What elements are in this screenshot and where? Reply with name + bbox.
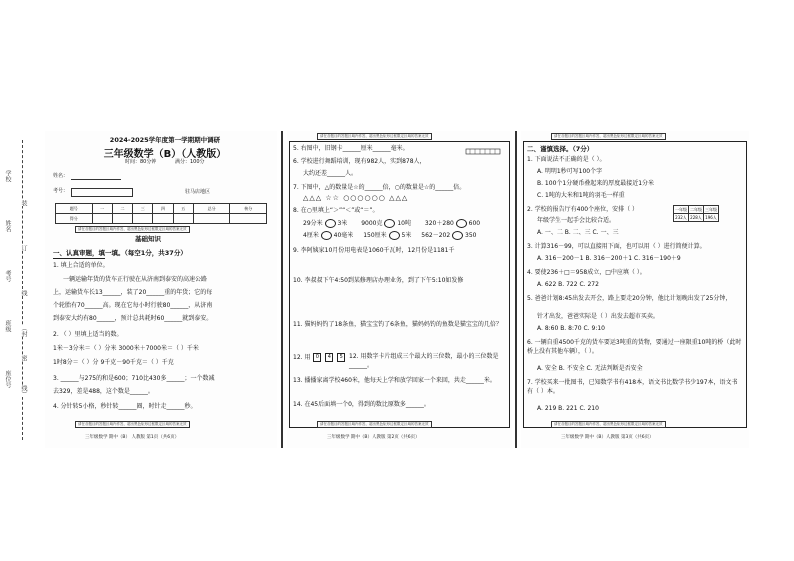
question-4: 4. 分针转5小格，秒针转______圈，时针走______秒。 (53, 403, 197, 410)
compare-right: 350 (465, 232, 477, 239)
margin-label-class: 班级 (4, 320, 11, 332)
score-header-cell: 二 (112, 204, 132, 214)
options-row[interactable]: A. 一、二 B. 二、三 C. 一、三 (537, 229, 619, 236)
question-11: 11. 猫妈妈钓了18条鱼，猫宝宝钓了6条鱼，猫妈妈钓的鱼数是猫宝宝的几倍？ (293, 321, 502, 328)
question-2-line: 1米－3分米＝（ ）分米 3000米＋7000米＝（ ）千米 (53, 345, 199, 352)
star-icon: ☆☆ (325, 194, 340, 202)
question-1-text: 到泰安大约有80______，预计总共耗时60______就到泰安。 (53, 315, 213, 322)
question-9: 9. 李阿姨家10月份用电表是1060千瓦时，12月份是1181千 (293, 247, 455, 254)
score-header-cell: 总分 (193, 204, 230, 214)
answer-area-notice: 请在各题目的答题区域内作答，超出黑色矩形边框限定区域的答案无效 (551, 421, 666, 428)
triangle-icon: △△△ (303, 194, 323, 202)
score-table (55, 203, 267, 224)
digit-card: 0 (313, 353, 321, 362)
grade-header: 二年级 (690, 206, 702, 212)
score-header-cell: 五 (173, 204, 193, 214)
answer-area-notice: 请在各题目的答题区域内作答，超出黑色矩形边框限定区域的答案无效 (75, 421, 190, 428)
question-8: 8. 在○里填上“＞”“＜”或“＝”。 (293, 207, 379, 214)
question-12: 12. 用数字卡片组成三个最大的三位数，最小的三位数是______。 (349, 353, 499, 369)
score-cell[interactable] (230, 214, 267, 224)
name-field[interactable] (71, 179, 121, 180)
exam-no-label: 考号： (53, 188, 69, 194)
score-cell[interactable] (193, 214, 230, 224)
margin-label-name: 姓名 (4, 220, 11, 232)
question-6: 6. 学校进行舞蹈培训，现有982人，实到878人， (293, 158, 426, 165)
compare-blank[interactable] (456, 219, 467, 228)
option[interactable]: B. 100个1分硬币叠起来的厚度最接近1分米 (537, 180, 655, 187)
answer-area-notice: 请在各题目的答题区域内作答，超出黑色矩形边框限定区域的答案无效 (317, 421, 432, 428)
option[interactable]: C. 1吨的大米和1吨的羽毛一样重 (537, 192, 625, 199)
question-14: 14. 在45后面填一个0，得到的数比原数多______。 (293, 401, 430, 408)
compare-left: 562－202 (421, 232, 451, 239)
score-header-cell: 题号 (56, 204, 93, 214)
question-2: 2. （ ）里填上适当的数。 (53, 331, 123, 338)
options-row[interactable]: A. 安全 B. 不安全 C. 无法判断是否安全 (537, 365, 643, 372)
compare-row (303, 219, 480, 228)
score-cell[interactable] (173, 214, 193, 224)
page-footer: 三年级数学 期中（B） 人教版 第1页（共6页） (85, 435, 180, 440)
exam-title: 三年级数学（B）（人教版） (103, 149, 227, 160)
score-row-label: 得分 (56, 214, 93, 224)
section-1-rule (53, 258, 105, 259)
page-3 (521, 131, 749, 448)
score-cell[interactable] (112, 214, 132, 224)
compare-left: 320＋280 (424, 220, 454, 227)
compare-right: 5米 (401, 232, 412, 239)
answer-area-notice: 请在各题目的答题区域内作答，超出黑色矩形边框限定区域的答案无效 (551, 133, 666, 140)
score-cell[interactable] (133, 214, 153, 224)
triangle-icon: △△△ (389, 194, 409, 202)
binding-char-6: 线） (20, 385, 27, 397)
options-row[interactable]: A. 316－200－1 B. 316－200＋1 C. 316－190＋9 (537, 255, 681, 262)
compare-right: 600 (468, 220, 481, 227)
circle-icon: ○○○○○○ (343, 194, 386, 202)
grade-count: 196人 (705, 214, 717, 220)
question-3-line: 去329，差是488，这个数是______。 (53, 388, 154, 395)
score-cell[interactable] (92, 214, 112, 224)
grade-table (673, 205, 719, 222)
compare-left: 9000克 (361, 220, 383, 227)
compare-blank[interactable] (384, 219, 395, 228)
page-2 (287, 131, 512, 448)
score-header-cell: 核分 (230, 204, 267, 214)
question-6: 6. 一辆自重4500千克的货车要运3吨重的货物，要通过一座限重10吨的桥（此时桥上没有其他车辆），（ ）。 (527, 339, 742, 355)
shape-row (303, 194, 408, 202)
grade-header: 一年级 (675, 206, 687, 212)
question-6-line: 大约还差______人。 (303, 170, 358, 177)
compare-left: 29分米 (303, 220, 323, 227)
grade-count: 228人 (690, 214, 702, 220)
question-5: 5. 爸爸计划8:45出发去开会，路上要走20分钟，他比计划晚出发了25分钟， (527, 295, 732, 302)
exam-header: 2024-2025学年度第一学期期中调研 (109, 136, 221, 144)
name-label: 姓名： (53, 173, 69, 179)
compare-left: 150厘米 (363, 232, 387, 239)
grade-count: 232人 (675, 214, 687, 220)
question-13: 13. 播播家离学校460米，他每天上学和放学回家一个来回，共走______米。 (293, 377, 496, 384)
answer-area-notice: 请在各题目的答题区域内作答，超出黑色矩形边框限定区域的答案无效 (317, 133, 432, 140)
section-title-basic: 基础知识 (135, 235, 161, 243)
binding-char-2: 订 (20, 245, 27, 251)
question-10: 10. 李叔叔下午4:50到某修理店办理业务，到了下午5:10如发修 (293, 277, 464, 284)
compare-blank[interactable] (321, 231, 332, 240)
question-5-line: 针才出发，爸爸实际是（ ）出发去超市买卖。 (537, 313, 659, 320)
question-2: 2. 学校的报告厅有400个座位，安排（ ） (527, 206, 638, 213)
digit-card: 5 (337, 353, 345, 362)
digit-card: 4 (325, 353, 333, 362)
margin-label-examno: 考号 (4, 270, 11, 282)
answer-area-notice: 请在各题目的答题区域内作答，超出黑色矩形边框限定区域的答案无效 (75, 226, 190, 233)
page-footer: 三年级数学 期中（B）人教版 第2页（共6页） (327, 435, 420, 440)
compare-right: 10吨 (397, 220, 411, 227)
question-3: 3. 计算316－99，可以直接用下面，也可以用（ ）进行简便计算。 (527, 243, 706, 250)
score-header-cell: 四 (153, 204, 173, 214)
compare-blank[interactable] (452, 231, 463, 240)
question-12-line (293, 353, 346, 362)
caliper-icon (465, 143, 501, 162)
page-1 (45, 131, 277, 448)
binding-char-5: 密 (20, 355, 27, 361)
question-3: 3. ______与275的和是600；710比430多______；一个数减 (53, 375, 215, 382)
score-label: 满分：100分 (175, 159, 205, 165)
options-row[interactable]: A. 219 B. 221 C. 210 (537, 405, 599, 412)
question-2-line: 1时8分＝（ ）分 9千克－90千克＝（ ）千克 (53, 359, 174, 366)
exam-no-boxes[interactable] (71, 188, 133, 197)
grade-header: 三年级 (705, 206, 717, 212)
question-5: 5. 右图中，旧钢卡______厘米______毫米。 (293, 145, 409, 152)
score-cell[interactable] (153, 214, 173, 224)
options-row[interactable]: A. 622 B. 722 C. 272 (537, 281, 599, 288)
score-header-cell: 三 (133, 204, 153, 214)
question-7: 7. 下图中，△的数量是☆的______倍，○的数量是☆的______倍。 (293, 184, 466, 191)
option[interactable]: A. 明明1秒可写100个字 (537, 168, 603, 175)
compare-left: 4厘米 (303, 232, 319, 239)
compare-blank[interactable] (389, 231, 400, 240)
binding-char-1: 装 (20, 200, 27, 206)
compare-right: 3米 (337, 220, 348, 227)
question-1: 1. 下面说法不正确的是（ ）。 (527, 156, 606, 163)
page-divider (281, 131, 283, 448)
section-2-heading: 二、谨慎选择。（7分） (527, 145, 594, 153)
question-1-text: 个轮胎有70______高。现在它每小时行驶80______，从济南 (53, 302, 213, 309)
binding-char-3: 线 (20, 290, 27, 296)
section-1-heading: 一、认真审题，填一填。（每空1分，共37分） (53, 249, 187, 257)
margin-label-school: 学校 (4, 170, 11, 182)
page-footer: 三年级数学 期中（B）人教版 第3页（共6页） (561, 435, 654, 440)
page-divider (515, 131, 517, 448)
options-row[interactable]: A. 8:60 B. 8:70 C. 9:10 (537, 325, 605, 332)
time-label: 时间：80分钟 (125, 159, 157, 165)
binding-char-4: （封 (20, 325, 27, 337)
question-1-text: 一辆运输年货的货车正行驶在从济南到泰安的高速公路 (63, 276, 208, 283)
margin-label-seat: 座位号 (4, 370, 11, 388)
compare-right: 40毫米 (333, 232, 354, 239)
score-header-cell: 一 (92, 204, 112, 214)
question-2-line: 年级学生一起手会比较合适。 (537, 217, 616, 224)
question-1: 1. 填上合适的单位。 (53, 262, 109, 269)
compare-row (303, 231, 476, 240)
compare-blank[interactable] (325, 219, 336, 228)
region-label: 驻马店地区 (185, 189, 211, 195)
question-4: 4. 要使236＋□＝958成立，□中应填（ ）。 (527, 269, 646, 276)
question-1-text: 上，运输货车长13______，装了20______重的年货；它的每 (53, 289, 213, 296)
question-12-prefix: 12. 用 (293, 354, 311, 361)
question-7: 7. 学校买来一批图书，已知数学书有418本，语文书比数学书少197本，语文书有（ ）本。 (527, 379, 738, 395)
